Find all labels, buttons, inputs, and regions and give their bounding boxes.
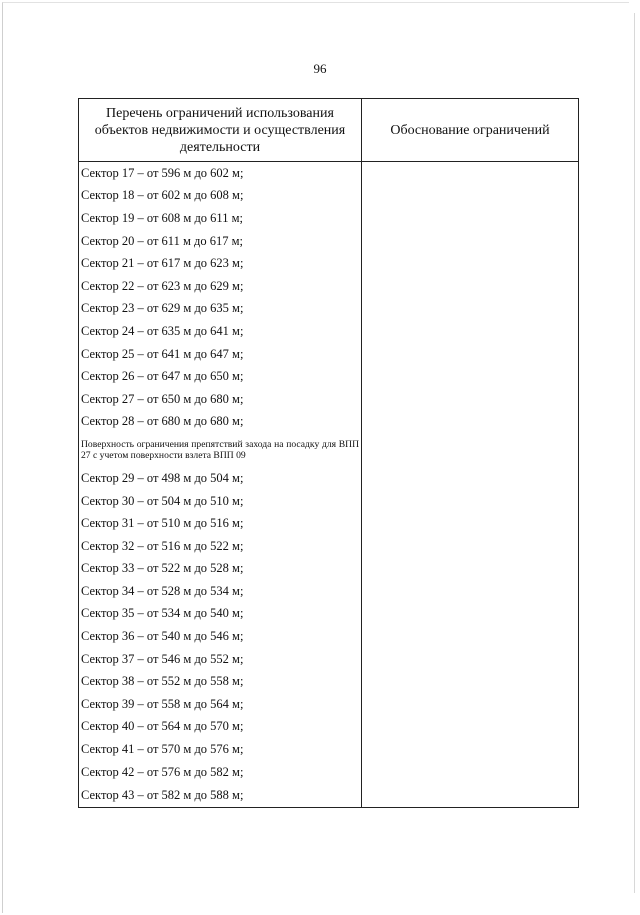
table-row [79,252,579,275]
header-justification: Обоснование ограничений [362,99,579,162]
justification-cell [362,365,579,388]
table-row [79,433,579,467]
sector-cell: Сектор 34 – от 528 м до 534 м; [79,580,362,603]
surface-note-cell: Поверхность ограничения препятствий захода на посадку для ВПП 27 с учетом поверхности взлета ВПП 09 [79,433,362,467]
sector-cell: Сектор 41 – от 570 м до 576 м; [79,738,362,761]
table-row [79,761,579,784]
justification-cell [362,783,579,808]
justification-cell [362,580,579,603]
justification-cell [362,185,579,208]
justification-cell [362,275,579,298]
table-row [79,535,579,558]
justification-cell [362,603,579,626]
table-row [79,738,579,761]
table-row [79,185,579,208]
table-row [79,388,579,411]
justification-cell [362,252,579,275]
sector-cell: Сектор 18 – от 602 м до 608 м; [79,185,362,208]
justification-cell [362,670,579,693]
sector-cell: Сектор 39 – от 558 м до 564 м; [79,693,362,716]
table-row [79,230,579,253]
justification-cell [362,320,579,343]
table-row [79,558,579,581]
table-row [79,783,579,808]
sector-cell: Сектор 42 – от 576 м до 582 м; [79,761,362,784]
sector-cell: Сектор 38 – от 552 м до 558 м; [79,670,362,693]
sector-cell: Сектор 19 – от 608 м до 611 м; [79,207,362,230]
sector-cell: Сектор 35 – от 534 м до 540 м; [79,603,362,626]
justification-cell [362,738,579,761]
sector-cell: Сектор 20 – от 611 м до 617 м; [79,230,362,253]
page-number: 96 [313,61,327,76]
sector-cell: Сектор 36 – от 540 м до 546 м; [79,625,362,648]
sector-cell: Сектор 24 – от 635 м до 641 м; [79,320,362,343]
table-row [79,693,579,716]
table-row [79,716,579,739]
table-row [79,207,579,230]
sector-cell: Сектор 31 – от 510 м до 516 м; [79,512,362,535]
justification-cell [362,693,579,716]
sector-cell: Сектор 28 – от 680 м до 680 м; [79,411,362,434]
sector-cell: Сектор 40 – от 564 м до 570 м; [79,716,362,739]
sector-cell: Сектор 23 – от 629 м до 635 м; [79,298,362,321]
header-restrictions-list: Перечень ограничений использования объектов недвижимости и осуществления деятельности [79,99,362,162]
table-row [79,670,579,693]
sector-cell: Сектор 25 – от 641 м до 647 м; [79,343,362,366]
justification-cell [362,230,579,253]
table-row [79,490,579,513]
sector-cell: Сектор 21 – от 617 м до 623 м; [79,252,362,275]
justification-cell [362,207,579,230]
justification-cell [362,648,579,671]
table-row [79,625,579,648]
table-row [79,467,579,490]
sector-cell: Сектор 17 – от 596 м до 602 м; [79,162,362,185]
table-row [79,648,579,671]
table-row [79,365,579,388]
justification-cell [362,388,579,411]
sector-cell: Сектор 37 – от 546 м до 552 м; [79,648,362,671]
sector-cell: Сектор 22 – от 623 м до 629 м; [79,275,362,298]
table-body [79,162,579,808]
justification-cell [362,298,579,321]
sector-cell: Сектор 43 – от 582 м до 588 м; [79,783,362,808]
table-row [79,298,579,321]
table-row [79,162,579,185]
table-row [79,580,579,603]
sector-cell: Сектор 33 – от 522 м до 528 м; [79,558,362,581]
table-row [79,320,579,343]
table-row [79,411,579,434]
table-row [79,603,579,626]
justification-cell [362,343,579,366]
justification-cell [362,716,579,739]
sector-cell: Сектор 27 – от 650 м до 680 м; [79,388,362,411]
table-header-row [79,99,579,162]
justification-cell [362,490,579,513]
justification-cell [362,467,579,490]
justification-cell [362,535,579,558]
justification-cell [362,512,579,535]
restrictions-table [78,98,579,808]
justification-cell [362,761,579,784]
table-row [79,512,579,535]
justification-cell [362,162,579,185]
sector-cell: Сектор 32 – от 516 м до 522 м; [79,535,362,558]
justification-cell [362,411,579,434]
table-row [79,275,579,298]
table-row [79,343,579,366]
justification-cell [362,558,579,581]
sector-cell: Сектор 29 – от 498 м до 504 м; [79,467,362,490]
justification-cell [362,625,579,648]
sector-cell: Сектор 26 – от 647 м до 650 м; [79,365,362,388]
sector-cell: Сектор 30 – от 504 м до 510 м; [79,490,362,513]
justification-cell [362,433,579,467]
